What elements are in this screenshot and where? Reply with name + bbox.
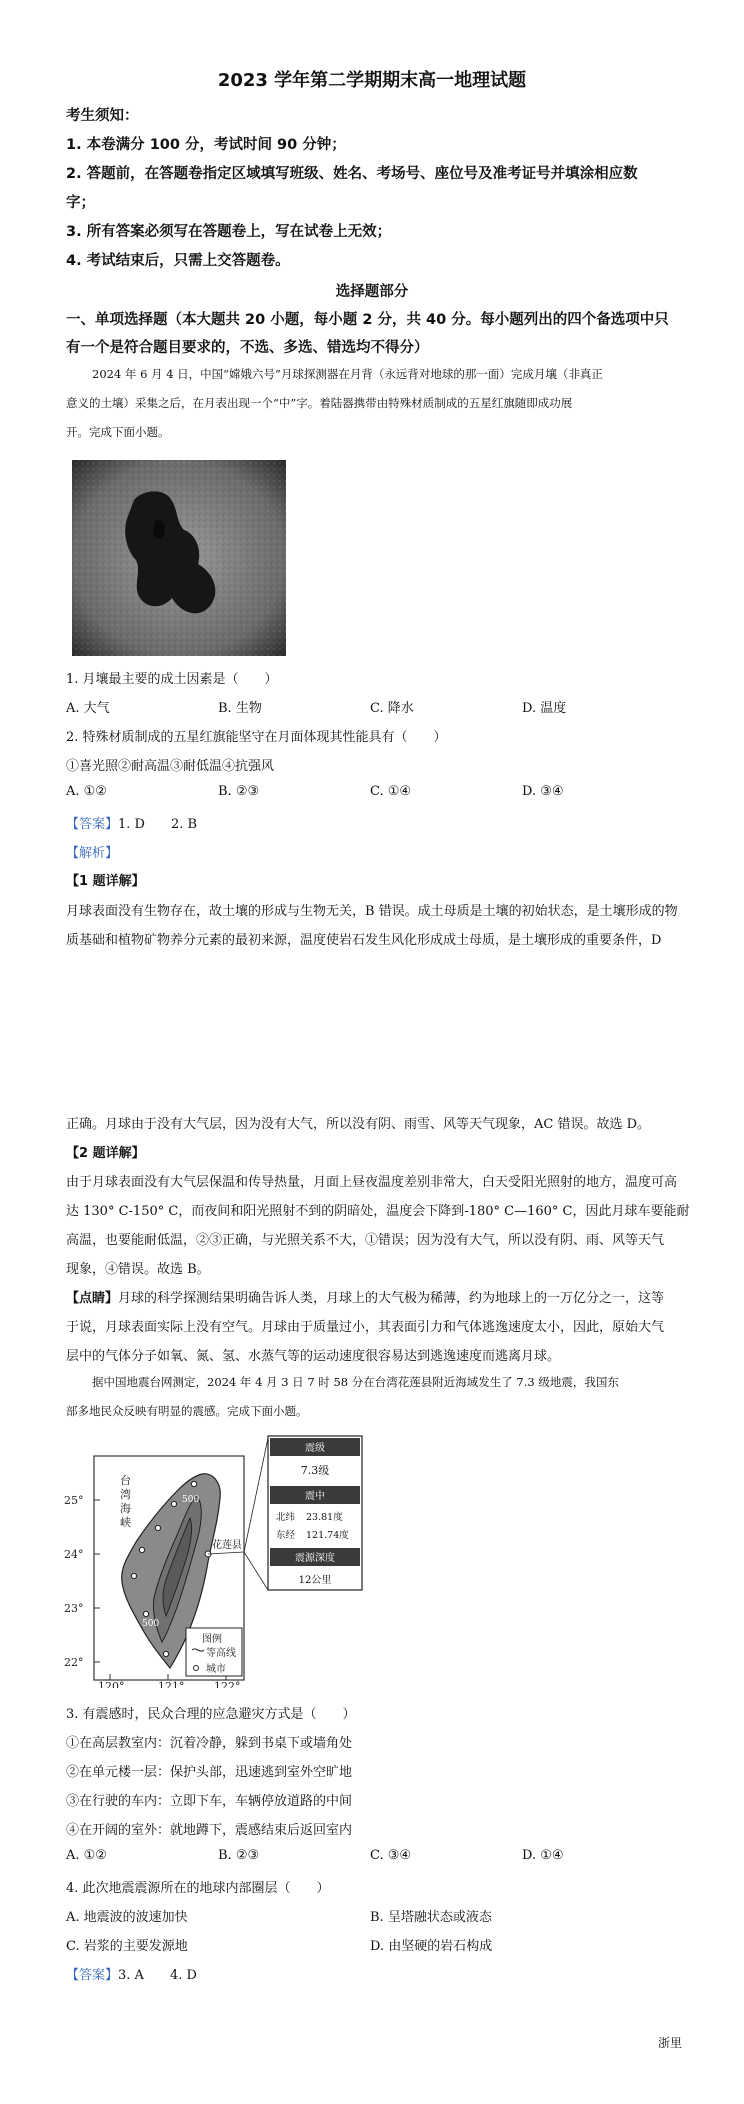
lat-value: 23.81度 — [306, 1512, 343, 1523]
detail-2-line: 达 130° C-150° C，而夜间和阳光照射不到的阴暗处，温度会下降到-180° C—160° C，因此月球车要能耐 — [66, 1204, 690, 1219]
q2-option-a[interactable]: A. ①② — [66, 784, 107, 799]
magnitude-title: 震级 — [305, 1443, 325, 1454]
q2-option-b[interactable]: B. ②③ — [218, 784, 260, 799]
answer-1 — [66, 813, 686, 832]
comment-label: 【点睛】 — [66, 1291, 119, 1306]
notice-item: 2. 答题前，在答题卷指定区域填写班级、姓名、考场号、座位号及准考证号并填涂相应数 — [66, 166, 638, 182]
lon-label: 121° — [158, 1680, 185, 1688]
notice-item: 4. 考试结束后，只需上交答题卷。 — [66, 253, 290, 269]
passage2-line: 据中国地震台网测定，2024 年 4 月 3 日 7 时 58 分在台湾花莲县附近海域发生了 7.3 级地震，我国东 — [92, 1375, 619, 1389]
answer-label: 【答案】 — [66, 1968, 119, 1983]
page-title: 2023 学年第二学期期末高一地理试题 — [217, 70, 527, 91]
q4-option-a[interactable]: A. 地震波的波速加快 — [66, 1910, 188, 1925]
county-label: 花莲县 — [212, 1540, 242, 1551]
notice-item: 字； — [66, 195, 95, 211]
q3-option-b[interactable]: B. ②③ — [218, 1848, 260, 1863]
lat-label: 25° — [64, 1494, 84, 1507]
q4-option-b[interactable]: B. 呈塔融状态或液态 — [370, 1910, 492, 1925]
section-heading: 一、单项选择题（本大题共 20 小题，每小题 2 分，共 40 分。每小题列出的四个备选项中只 — [66, 312, 669, 328]
detail-1-line: 月球表面没有生物存在，故土壤的形成与生物无关，B 错误。成土母质是土壤的初始状态，是土壤形成的物 — [66, 904, 678, 919]
lat-label: 23° — [64, 1602, 84, 1615]
q1-option-c[interactable]: C. 降水 — [370, 701, 414, 716]
detail-2-label: 【2 题详解】 — [66, 1146, 145, 1161]
contour-label: 500 — [182, 1495, 200, 1505]
depth-value: 12公里 — [298, 1575, 332, 1586]
lon-value: 121.74度 — [306, 1530, 349, 1541]
q3-option-c[interactable]: C. ③④ — [370, 1848, 412, 1863]
question-4-stem: 4. 此次地震震源所在的地球内部圈层（ ） — [66, 1881, 330, 1896]
lon-label: 122° — [214, 1680, 241, 1688]
q3-choice: ④在开阔的室外：就地蹲下，震感结束后返回室内 — [66, 1823, 353, 1838]
magnitude-value: 7.3级 — [300, 1464, 330, 1477]
answer-2 — [66, 1964, 686, 1983]
section-title: 选择题部分 — [335, 284, 409, 300]
legend-contour: 等高线 — [206, 1648, 236, 1659]
strait-label: 海 — [120, 1502, 131, 1515]
question-2-stem: 2. 特殊材质制成的五星红旗能坚守在月面体现其性能具有（ ） — [66, 730, 447, 745]
comment-text: 月球的科学探测结果明确告诉人类，月球上的大气极为稀薄，约为地球上的一万亿分之一，这等 — [118, 1291, 665, 1306]
detail-2-line: 高温，也要能耐低温，②③正确，与光照关系不大，①错误；因为没有大气，所以没有阴、雨、风等天气 — [66, 1233, 665, 1248]
legend-city: 城市 — [206, 1664, 226, 1675]
depth-title: 震源深度 — [295, 1553, 335, 1564]
answer-text: 3. A 4. D — [118, 1968, 197, 1983]
comment-line: 层中的气体分子如氧、氮、氢、水蒸气等的运动速度很容易达到逃逸速度而逃离月球。 — [66, 1349, 561, 1364]
q3-option-d[interactable]: D. ①④ — [522, 1848, 564, 1863]
q4-option-d[interactable]: D. 由坚硬的岩石构成 — [370, 1939, 493, 1954]
analysis-label: 【解析】 — [66, 846, 119, 861]
notice-item: 3. 所有答案必须写在答题卷上，写在试卷上无效； — [66, 224, 392, 240]
detail-1-label: 【1 题详解】 — [66, 874, 145, 889]
q4-option-c[interactable]: C. 岩浆的主要发源地 — [66, 1939, 188, 1954]
strait-label: 台 — [120, 1474, 131, 1487]
comment-line: 于说，月球表面实际上没有空气。月球由于质量过小，其表面引力和气体逃逸速度太小，因此，原始大气 — [66, 1320, 665, 1335]
lat-label: 22° — [64, 1656, 84, 1669]
taiwan-earthquake-map — [62, 1432, 382, 1688]
question-1-stem: 1. 月壤最主要的成土因素是（ ） — [66, 672, 278, 687]
q1-option-b[interactable]: B. 生物 — [218, 701, 262, 716]
legend-title: 图例 — [202, 1634, 222, 1645]
q3-choice: ②在单元楼一层：保护头部，迅速逃到室外空旷地 — [66, 1765, 353, 1780]
q3-option-a[interactable]: A. ①② — [66, 1848, 107, 1863]
strait-label: 峡 — [120, 1516, 131, 1529]
q3-choice: ③在行驶的车内：立即下车，车辆停放道路的中间 — [66, 1794, 353, 1809]
question-3-stem: 3. 有震感时，民众合理的应急避灾方式是（ ） — [66, 1707, 356, 1722]
passage1-line: 意义的土壤）采集之后，在月表出现一个“中”字。着陆器携带由特殊材质制成的五星红旗随即成功展 — [66, 396, 573, 410]
answer-label: 【答案】 — [66, 817, 119, 832]
answer-text: 1. D 2. B — [118, 817, 198, 832]
epicenter-title: 震中 — [305, 1491, 325, 1502]
lon-label: 120° — [98, 1680, 125, 1688]
lat-label: 24° — [64, 1548, 84, 1561]
q2-option-d[interactable]: D. ③④ — [522, 784, 564, 799]
q1-option-d[interactable]: D. 温度 — [522, 701, 567, 716]
lat-text: 北纬 — [276, 1512, 296, 1523]
notice-heading: 考生须知： — [66, 108, 139, 124]
lon-text: 东经 — [276, 1530, 296, 1541]
q1-option-a[interactable]: A. 大气 — [66, 701, 110, 716]
detail-2-line: 由于月球表面没有大气层保温和传导热量，月面上昼夜温度差别非常大，白天受阳光照射的地方，温度可高 — [66, 1175, 678, 1190]
strait-label: 湾 — [120, 1488, 131, 1501]
comment-line — [66, 1287, 686, 1306]
moon-surface-photo — [72, 460, 286, 656]
q2-option-c[interactable]: C. ①④ — [370, 784, 412, 799]
detail-2-line: 现象，④错误。故选 B。 — [66, 1262, 210, 1277]
passage2-line: 部多地民众反映有明显的震感。完成下面小题。 — [66, 1404, 308, 1418]
page-footer: 浙里 — [657, 2036, 682, 2050]
section-heading: 有一个是符合题目要求的，不选、多选、错选均不得分） — [66, 340, 429, 356]
detail-1-line: 正确。月球由于没有大气层，因为没有大气，所以没有阴、雨雪、风等天气现象，AC 错误。故选 D。 — [66, 1117, 651, 1132]
question-2-choices: ①喜光照②耐高温③耐低温④抗强风 — [66, 759, 275, 774]
notice-item: 1. 本卷满分 100 分，考试时间 90 分钟； — [66, 137, 346, 153]
detail-1-line: 质基础和植物矿物养分元素的最初来源，温度使岩石发生风化形成成土母质，是土壤形成的重要条件，D — [66, 933, 662, 948]
q3-choice: ①在高层教室内：沉着冷静，躲到书桌下或墙角处 — [66, 1736, 353, 1751]
passage1-line: 开。完成下面小题。 — [66, 425, 170, 439]
contour-label: 500 — [142, 1619, 160, 1629]
passage1-line: 2024 年 6 月 4 日，中国“嫦娥六号”月球探测器在月背（永远背对地球的那一面）完成月壤（非真正 — [92, 367, 603, 381]
